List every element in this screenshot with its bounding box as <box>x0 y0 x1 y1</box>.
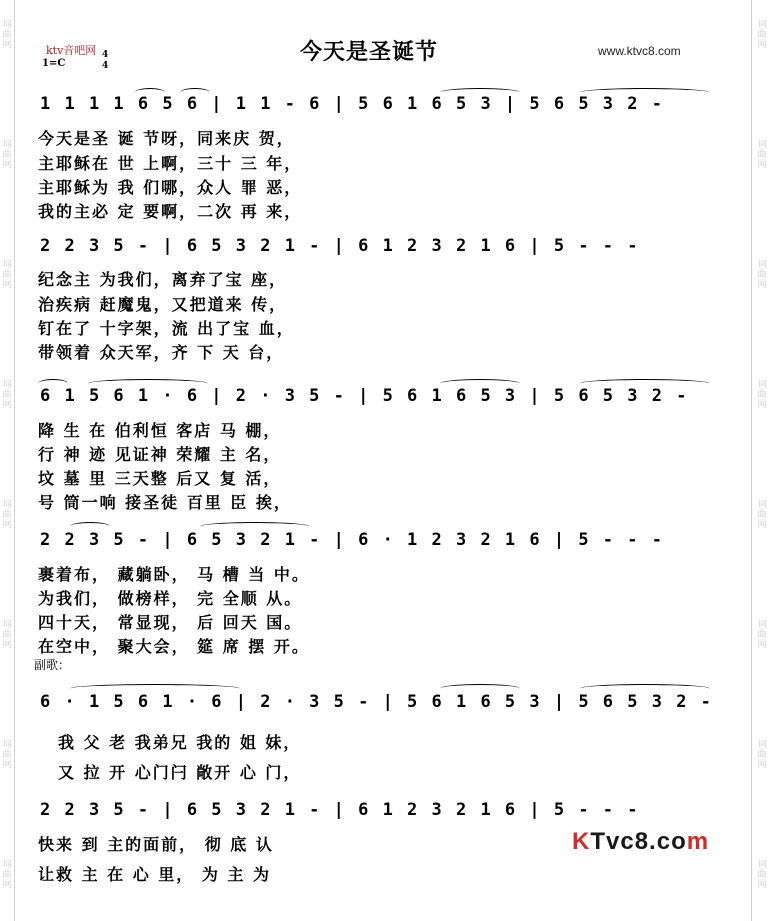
side-watermark-right: 词曲网 <box>757 740 767 770</box>
site-url: www.ktvc8.com <box>598 44 681 58</box>
lyric-line: 裹着布， 藏躺卧， 马 槽 当 中。 <box>38 565 310 584</box>
brand-label: ktv音吧网 <box>46 44 97 57</box>
notation-line-6: 2 2 3 5 - | 6 5 3 2 1 - | 6 1 2 3 2 1 6 | 5 - - - <box>40 800 640 820</box>
lyric-line: 四十天， 常显现， 后 回天 国。 <box>38 613 303 632</box>
lyric-line: 带领着 众天军，齐 下 天 台， <box>38 343 285 362</box>
lyric-line: 在空中， 聚大会， 筵 席 摆 开。 <box>38 637 310 656</box>
side-watermark-left: 词曲网 <box>2 860 12 890</box>
lyric-line: 号 筒一响 接圣徒 百里 臣 挨， <box>38 493 292 512</box>
side-watermark-left: 词曲网 <box>2 140 12 170</box>
side-watermark-left: 词曲网 <box>2 20 12 50</box>
slur <box>440 379 520 388</box>
song-title: 今天是圣诞节 <box>300 40 439 65</box>
side-watermark-right: 词曲网 <box>757 500 767 530</box>
chorus-label: 副歌： <box>34 658 71 672</box>
key-signature: 1=C <box>42 58 66 69</box>
side-watermark-right: 词曲网 <box>757 140 767 170</box>
time-signature-top: 4 <box>102 50 109 60</box>
notation-line-3: 6 1 5 6 1 · 6 | 2 · 3 5 - | 5 6 1 6 5 3 | 5 6 5 3 2 - <box>40 386 689 406</box>
slur <box>180 88 210 97</box>
lyric-line: 让救 主 在 心 里， 为 主 为 <box>38 865 271 884</box>
slur <box>70 684 240 693</box>
lyric-line: 坟 墓 里 三天整 后又 复 活， <box>38 469 282 488</box>
notation-line-1: 1 1 1 1 6 5 6 | 1 1 - 6 | 5 6 1 6 5 3 | 5 6 5 3 2 - <box>40 94 664 114</box>
slur <box>88 379 208 388</box>
slur <box>440 88 520 97</box>
logo-m: m <box>686 828 710 855</box>
slur <box>440 684 520 693</box>
time-signature-bottom: 4 <box>102 61 109 71</box>
slur <box>38 379 68 388</box>
side-watermark-left: 词曲网 <box>2 500 12 530</box>
lyric-line: 纪念主 为我们，离弃了宝 座， <box>38 270 288 289</box>
slur <box>580 379 710 388</box>
lyric-line: 今天是圣 诞 节呀，同来庆 贺， <box>38 129 295 148</box>
lyric-line: 治疾病 赶魔鬼，又把道来 传， <box>38 295 288 314</box>
lyric-line: 降 生 在 伯利恒 客店 马 棚， <box>38 421 282 440</box>
side-watermark-right: 词曲网 <box>757 260 767 290</box>
lyric-line: 又 拉 开 心门闩 敞开 心 门， <box>58 763 302 782</box>
lyric-line: 主耶稣在 世 上啊，三十 三 年， <box>38 154 303 173</box>
slur <box>580 88 710 97</box>
lyric-line: 快来 到 主的面前， 彻 底 认 <box>38 835 274 854</box>
right-border <box>751 0 752 921</box>
site-logo <box>572 828 709 856</box>
side-watermark-right: 词曲网 <box>757 620 767 650</box>
lyric-line: 主耶稣为 我 们哪，众人 罪 恶， <box>38 178 303 197</box>
slur <box>135 88 165 97</box>
side-watermark-left: 词曲网 <box>2 740 12 770</box>
lyric-line: 为我们， 做榜样， 完 全顺 从。 <box>38 589 303 608</box>
notation-line-2: 2 2 3 5 - | 6 5 3 2 1 - | 6 1 2 3 2 1 6 | 5 - - - <box>40 236 640 256</box>
side-watermark-right: 词曲网 <box>757 860 767 890</box>
lyric-line: 钉在了 十字架，流 出了宝 血， <box>38 319 295 338</box>
side-watermark-left: 词曲网 <box>2 380 12 410</box>
slur <box>200 522 310 531</box>
lyric-line: 行 神 迹 见证神 荣耀 主 名， <box>38 445 282 464</box>
logo-text: Tvc8.co <box>590 828 687 855</box>
notation-line-5: 6 · 1 5 6 1 · 6 | 2 · 3 5 - | 5 6 1 6 5 3 | 5 6 5 3 2 - <box>40 692 713 712</box>
lyric-line: 我的主必 定 要啊，二次 再 来， <box>38 202 303 221</box>
lyric-line: 我 父 老 我弟兄 我的 姐 妹， <box>58 733 302 752</box>
slur <box>70 522 110 531</box>
side-watermark-left: 词曲网 <box>2 620 12 650</box>
notation-line-4: 2 2 3 5 - | 6 5 3 2 1 - | 6 · 1 2 3 2 1 6 | 5 - - - <box>40 530 664 550</box>
logo-k: K <box>572 828 591 855</box>
side-watermark-right: 词曲网 <box>757 20 767 50</box>
side-watermark-left: 词曲网 <box>2 260 12 290</box>
side-watermark-right: 词曲网 <box>757 380 767 410</box>
left-border <box>14 0 15 921</box>
slur <box>580 684 710 693</box>
